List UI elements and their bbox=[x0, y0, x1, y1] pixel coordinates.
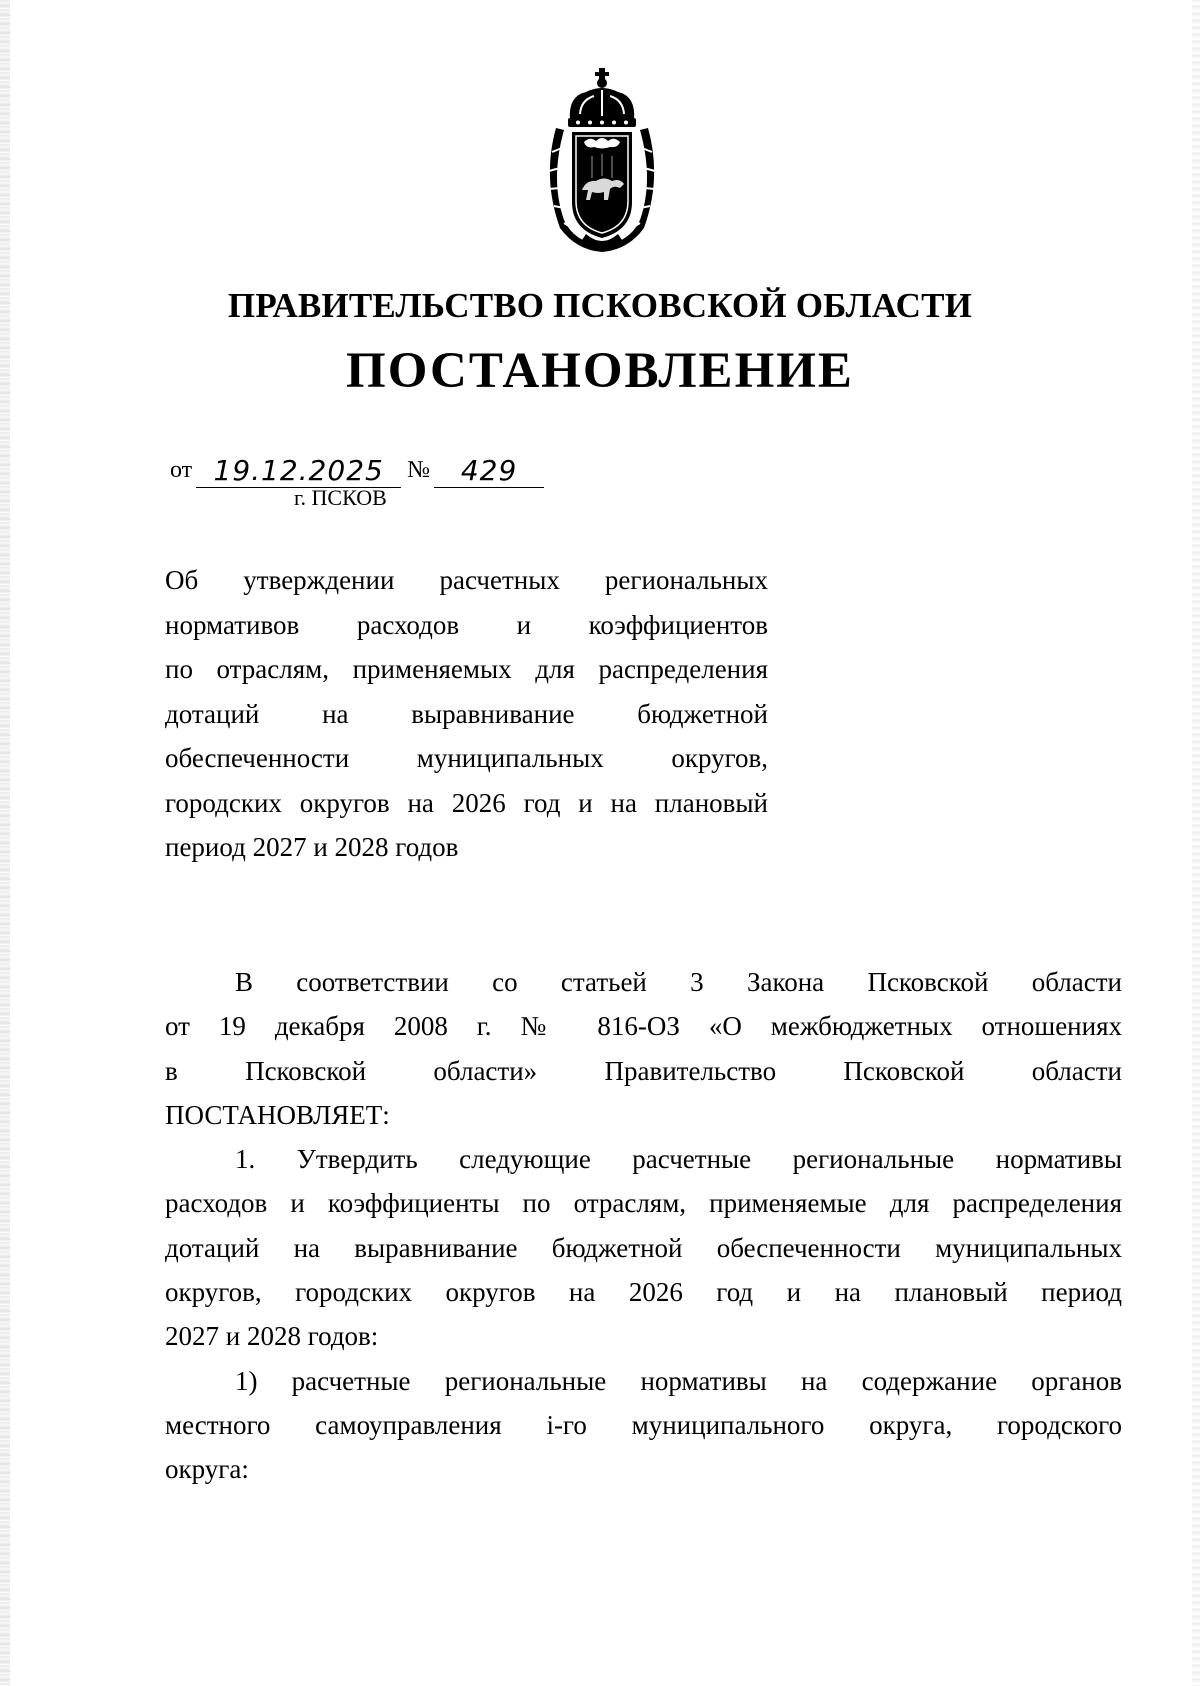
body-line: В соответствии со статьей 3 Закона Псковской области bbox=[235, 967, 1122, 997]
body-line: округов, городских округов на 2026 год и на плановый период bbox=[165, 1277, 1122, 1308]
document-city: г. ПСКОВ bbox=[294, 485, 387, 510]
document-body bbox=[165, 960, 1122, 1492]
subject-line: по отраслям, применяемых для распределения bbox=[165, 654, 768, 684]
document-date: 19.12.2025 bbox=[196, 455, 401, 488]
body-line: ПОСТАНОВЛЯЕТ: bbox=[165, 1099, 390, 1130]
body-line: дотаций на выравнивание бюджетной обеспеченности муниципальных bbox=[165, 1232, 1122, 1263]
body-line: 2027 и 2028 годов: bbox=[165, 1321, 379, 1352]
body-line: местного самоуправления i-го муниципального округа, городского bbox=[165, 1409, 1122, 1440]
subject-line: городских округов на 2026 год и на плановый bbox=[165, 787, 768, 818]
subject-line: Об утверждении расчетных региональных bbox=[165, 565, 768, 595]
pskov-coat-of-arms-icon bbox=[534, 68, 670, 258]
body-line: 1) расчетные региональные нормативы на содержание органов bbox=[235, 1365, 1122, 1396]
scan-edge-left bbox=[0, 0, 10, 1686]
organization-title: ПРАВИТЕЛЬСТВО ПСКОВСКОЙ ОБЛАСТИ bbox=[227, 286, 973, 325]
body-line: расходов и коэффициенты по отраслям, применяемые для распределения bbox=[165, 1188, 1122, 1219]
document-number: 429 bbox=[434, 455, 544, 488]
document-subject bbox=[165, 558, 768, 870]
scan-edge-right bbox=[1192, 0, 1200, 1686]
body-line: в Псковской области» Правительство Псковской области bbox=[165, 1055, 1122, 1086]
date-from-label: от bbox=[170, 457, 193, 483]
body-line: от 19 декабря 2008 г. № 816-ОЗ «О межбюджетных отношениях bbox=[165, 1011, 1122, 1042]
subject-line: дотаций на выравнивание бюджетной bbox=[165, 698, 768, 729]
subject-line: период 2027 и 2028 годов bbox=[165, 832, 459, 862]
document-type-title: ПОСТАНОВЛЕНИЕ bbox=[346, 343, 854, 399]
number-label: № bbox=[407, 457, 431, 483]
subject-line: обеспеченности муниципальных округов, bbox=[165, 743, 768, 773]
body-line: 1. Утвердить следующие расчетные региональные нормативы bbox=[235, 1144, 1122, 1175]
body-line: округа: bbox=[165, 1454, 249, 1485]
subject-line: нормативов расходов и коэффициентов bbox=[165, 609, 768, 640]
document-dateline bbox=[170, 452, 544, 488]
